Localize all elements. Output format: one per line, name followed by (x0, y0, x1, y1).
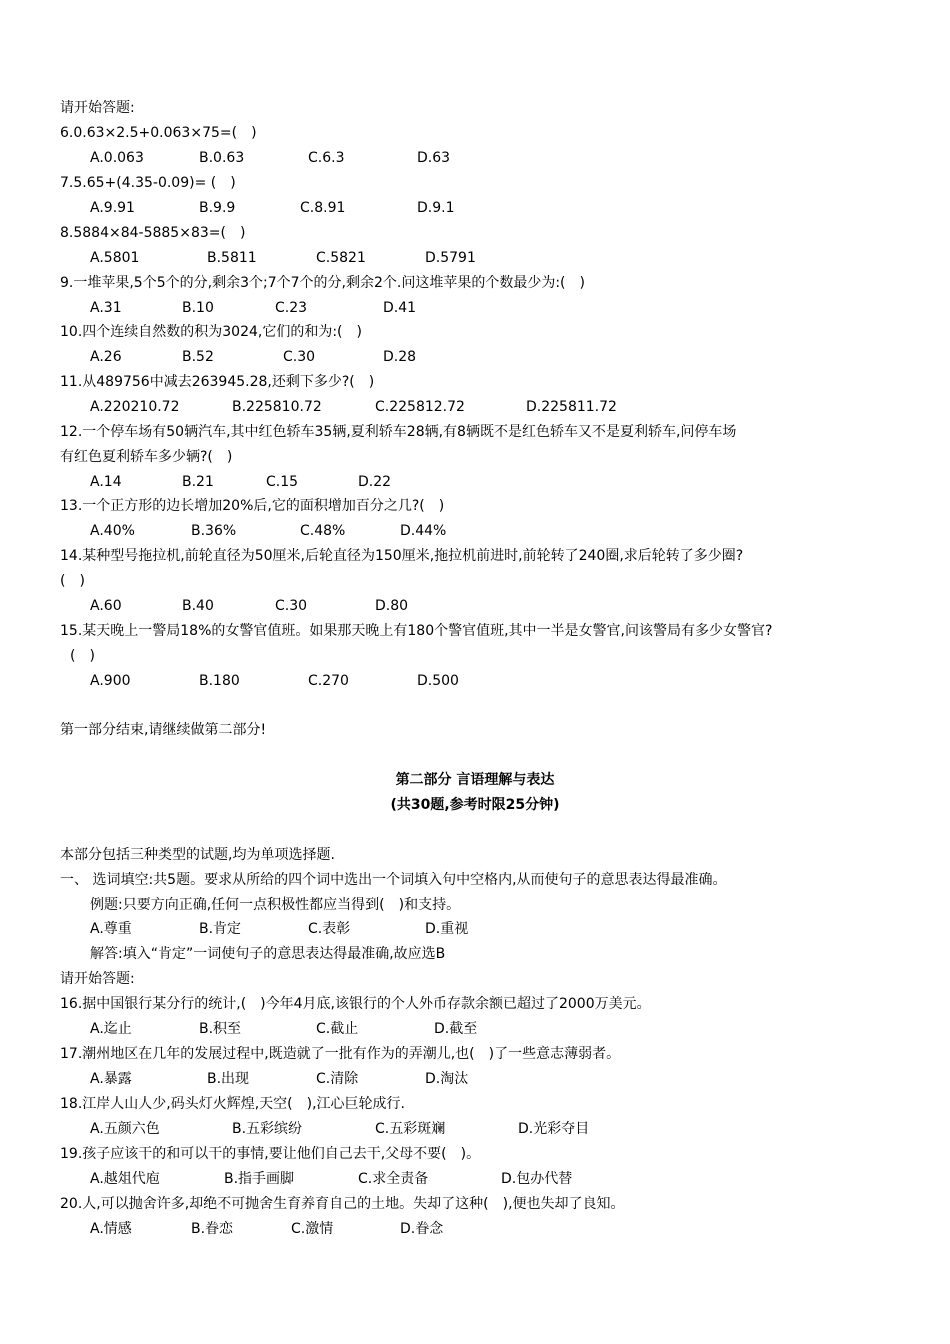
q17-option-c: C.清除 (316, 1071, 359, 1087)
q12-option-c: C.15 (266, 474, 299, 490)
q15-option-d: D.500 (417, 673, 459, 689)
q14-option-d: D.80 (375, 598, 409, 614)
q16-option-c: C.截止 (316, 1021, 359, 1037)
q9-option-a: A.31 (90, 300, 122, 316)
q12-option-b: B.21 (182, 474, 214, 490)
example-question: 例题:只要方向正确,任何一点积极性都应当得到( )和支持。 (90, 897, 461, 913)
q6-option-d: D.63 (417, 150, 451, 166)
q10-option-a: A.26 (90, 349, 122, 365)
q15-option-c: C.270 (308, 673, 349, 689)
question-6: 6.0.63×2.5+0.063×75=( ) (60, 125, 257, 141)
q13-option-c: C.48% (300, 523, 346, 539)
start-prompt-1: 请开始答题: (60, 100, 135, 116)
q8-option-b: B.5811 (207, 250, 257, 266)
q20-option-a: A.情感 (90, 1221, 132, 1237)
q14-option-a: A.60 (90, 598, 122, 614)
q9-option-b: B.10 (182, 300, 214, 316)
question-15: 15.某天晚上一警局18%的女警官值班。如果那天晚上有180个警官值班,其中一半是女警官,问该警局有多少女警官? (60, 623, 773, 639)
example-option-c: C.表彰 (308, 921, 351, 937)
q9-option-c: C.23 (275, 300, 308, 316)
section1-instructions: 一、 选词填空:共5题。要求从所给的四个词中选出一个词填入句中空格内,从而使句子的意思表达得最准确。 (60, 872, 727, 888)
question-8: 8.5884×84-5885×83=( ) (60, 225, 246, 241)
q17-option-b: B.出现 (207, 1071, 250, 1087)
question-17: 17.潮州地区在几年的发展过程中,既造就了一批有作为的弄潮儿,也( )了一些意志薄弱者。 (60, 1046, 621, 1062)
q16-option-a: A.迄止 (90, 1021, 132, 1037)
q17-option-d: D.淘汰 (425, 1071, 469, 1087)
q14-option-b: B.40 (182, 598, 214, 614)
q11-option-a: A.220210.72 (90, 399, 180, 415)
q10-option-d: D.28 (383, 349, 417, 365)
part2-intro: 本部分包括三种类型的试题,均为单项选择题. (60, 847, 335, 863)
q7-option-c: C.8.91 (300, 200, 346, 216)
q13-option-a: A.40% (90, 523, 135, 539)
q7-option-a: A.9.91 (90, 200, 135, 216)
question-11: 11.从489756中减去263945.28,还剩下多少?( ) (60, 374, 375, 390)
q19-option-a: A.越俎代庖 (90, 1171, 160, 1187)
part2-title: 第二部分 言语理解与表达 (395, 772, 555, 788)
q19-option-b: B.指手画脚 (224, 1171, 295, 1187)
q11-option-b: B.225810.72 (232, 399, 322, 415)
q13-option-d: D.44% (400, 523, 447, 539)
example-option-a: A.尊重 (90, 921, 132, 937)
example-option-b: B.肯定 (199, 921, 242, 937)
start-prompt-2: 请开始答题: (60, 971, 135, 987)
question-18: 18.江岸人山人少,码头灯火辉煌,天空( ),江心巨轮成行. (60, 1096, 405, 1112)
q20-option-d: D.眷念 (400, 1221, 444, 1237)
q9-option-d: D.41 (383, 300, 417, 316)
q12-option-d: D.22 (358, 474, 392, 490)
q20-option-b: B.眷恋 (191, 1221, 234, 1237)
question-10: 10.四个连续自然数的积为3024,它们的和为:( ) (60, 324, 362, 340)
question-9: 9.一堆苹果,5个5个的分,剩余3个;7个7个的分,剩余2个.问这堆苹果的个数最少为:( ) (60, 275, 585, 291)
q7-option-d: D.9.1 (417, 200, 455, 216)
q13-option-b: B.36% (191, 523, 237, 539)
q18-option-d: D.光彩夺目 (518, 1121, 590, 1137)
q15-option-a: A.900 (90, 673, 131, 689)
question-14: 14.某种型号拖拉机,前轮直径为50厘米,后轮直径为150厘米,拖拉机前进时,前轮转了240圈,求后轮转了多少圈? (60, 548, 744, 564)
question-7: 7.5.65+(4.35-0.09)= ( ) (60, 175, 236, 191)
q18-option-c: C.五彩斑斓 (375, 1121, 446, 1137)
q16-option-b: B.积至 (199, 1021, 242, 1037)
q8-option-c: C.5821 (316, 250, 366, 266)
q6-option-c: C.6.3 (308, 150, 345, 166)
question-12-cont: 有红色夏利轿车多少辆?( ) (60, 449, 233, 465)
q18-option-b: B.五彩缤纷 (232, 1121, 303, 1137)
q6-option-a: A.0.063 (90, 150, 144, 166)
q6-option-b: B.0.63 (199, 150, 245, 166)
q19-option-c: C.求全责备 (358, 1171, 429, 1187)
question-13: 13.一个正方形的边长增加20%后,它的面积增加百分之几?( ) (60, 498, 445, 514)
question-16: 16.据中国银行某分行的统计,( )今年4月底,该银行的个人外币存款余额已超过了2000万美元。 (60, 996, 651, 1012)
example-answer: 解答:填入“肯定”一词使句子的意思表达得最准确,故应选B (90, 946, 446, 962)
part1-end-notice: 第一部分结束,请继续做第二部分! (60, 722, 267, 738)
q10-option-b: B.52 (182, 349, 214, 365)
question-14-cont: ( ) (60, 573, 85, 589)
q11-option-c: C.225812.72 (375, 399, 465, 415)
q8-option-d: D.5791 (425, 250, 476, 266)
question-19: 19.孩子应该干的和可以干的事情,要让他们自己去干,父母不要( )。 (60, 1146, 481, 1162)
q7-option-b: B.9.9 (199, 200, 236, 216)
q11-option-d: D.225811.72 (526, 399, 617, 415)
q20-option-c: C.激情 (291, 1221, 334, 1237)
q8-option-a: A.5801 (90, 250, 140, 266)
question-12: 12.一个停车场有50辆汽车,其中红色轿车35辆,夏利轿车28辆,有8辆既不是红色轿车又不是夏利轿车,问停车场 (60, 424, 737, 440)
q10-option-c: C.30 (283, 349, 316, 365)
q17-option-a: A.暴露 (90, 1071, 132, 1087)
q12-option-a: A.14 (90, 474, 122, 490)
example-option-d: D.重视 (425, 921, 469, 937)
q18-option-a: A.五颜六色 (90, 1121, 160, 1137)
question-15-cont: ( ) (70, 648, 95, 664)
q15-option-b: B.180 (199, 673, 240, 689)
part2-subtitle: (共30题,参考时限25分钟) (390, 797, 560, 813)
q19-option-d: D.包办代替 (501, 1171, 573, 1187)
question-20: 20.人,可以抛舍许多,却绝不可抛舍生育养育自己的土地。失却了这种( ),便也失却了良知。 (60, 1196, 625, 1212)
q14-option-c: C.30 (275, 598, 308, 614)
q16-option-d: D.截至 (434, 1021, 478, 1037)
